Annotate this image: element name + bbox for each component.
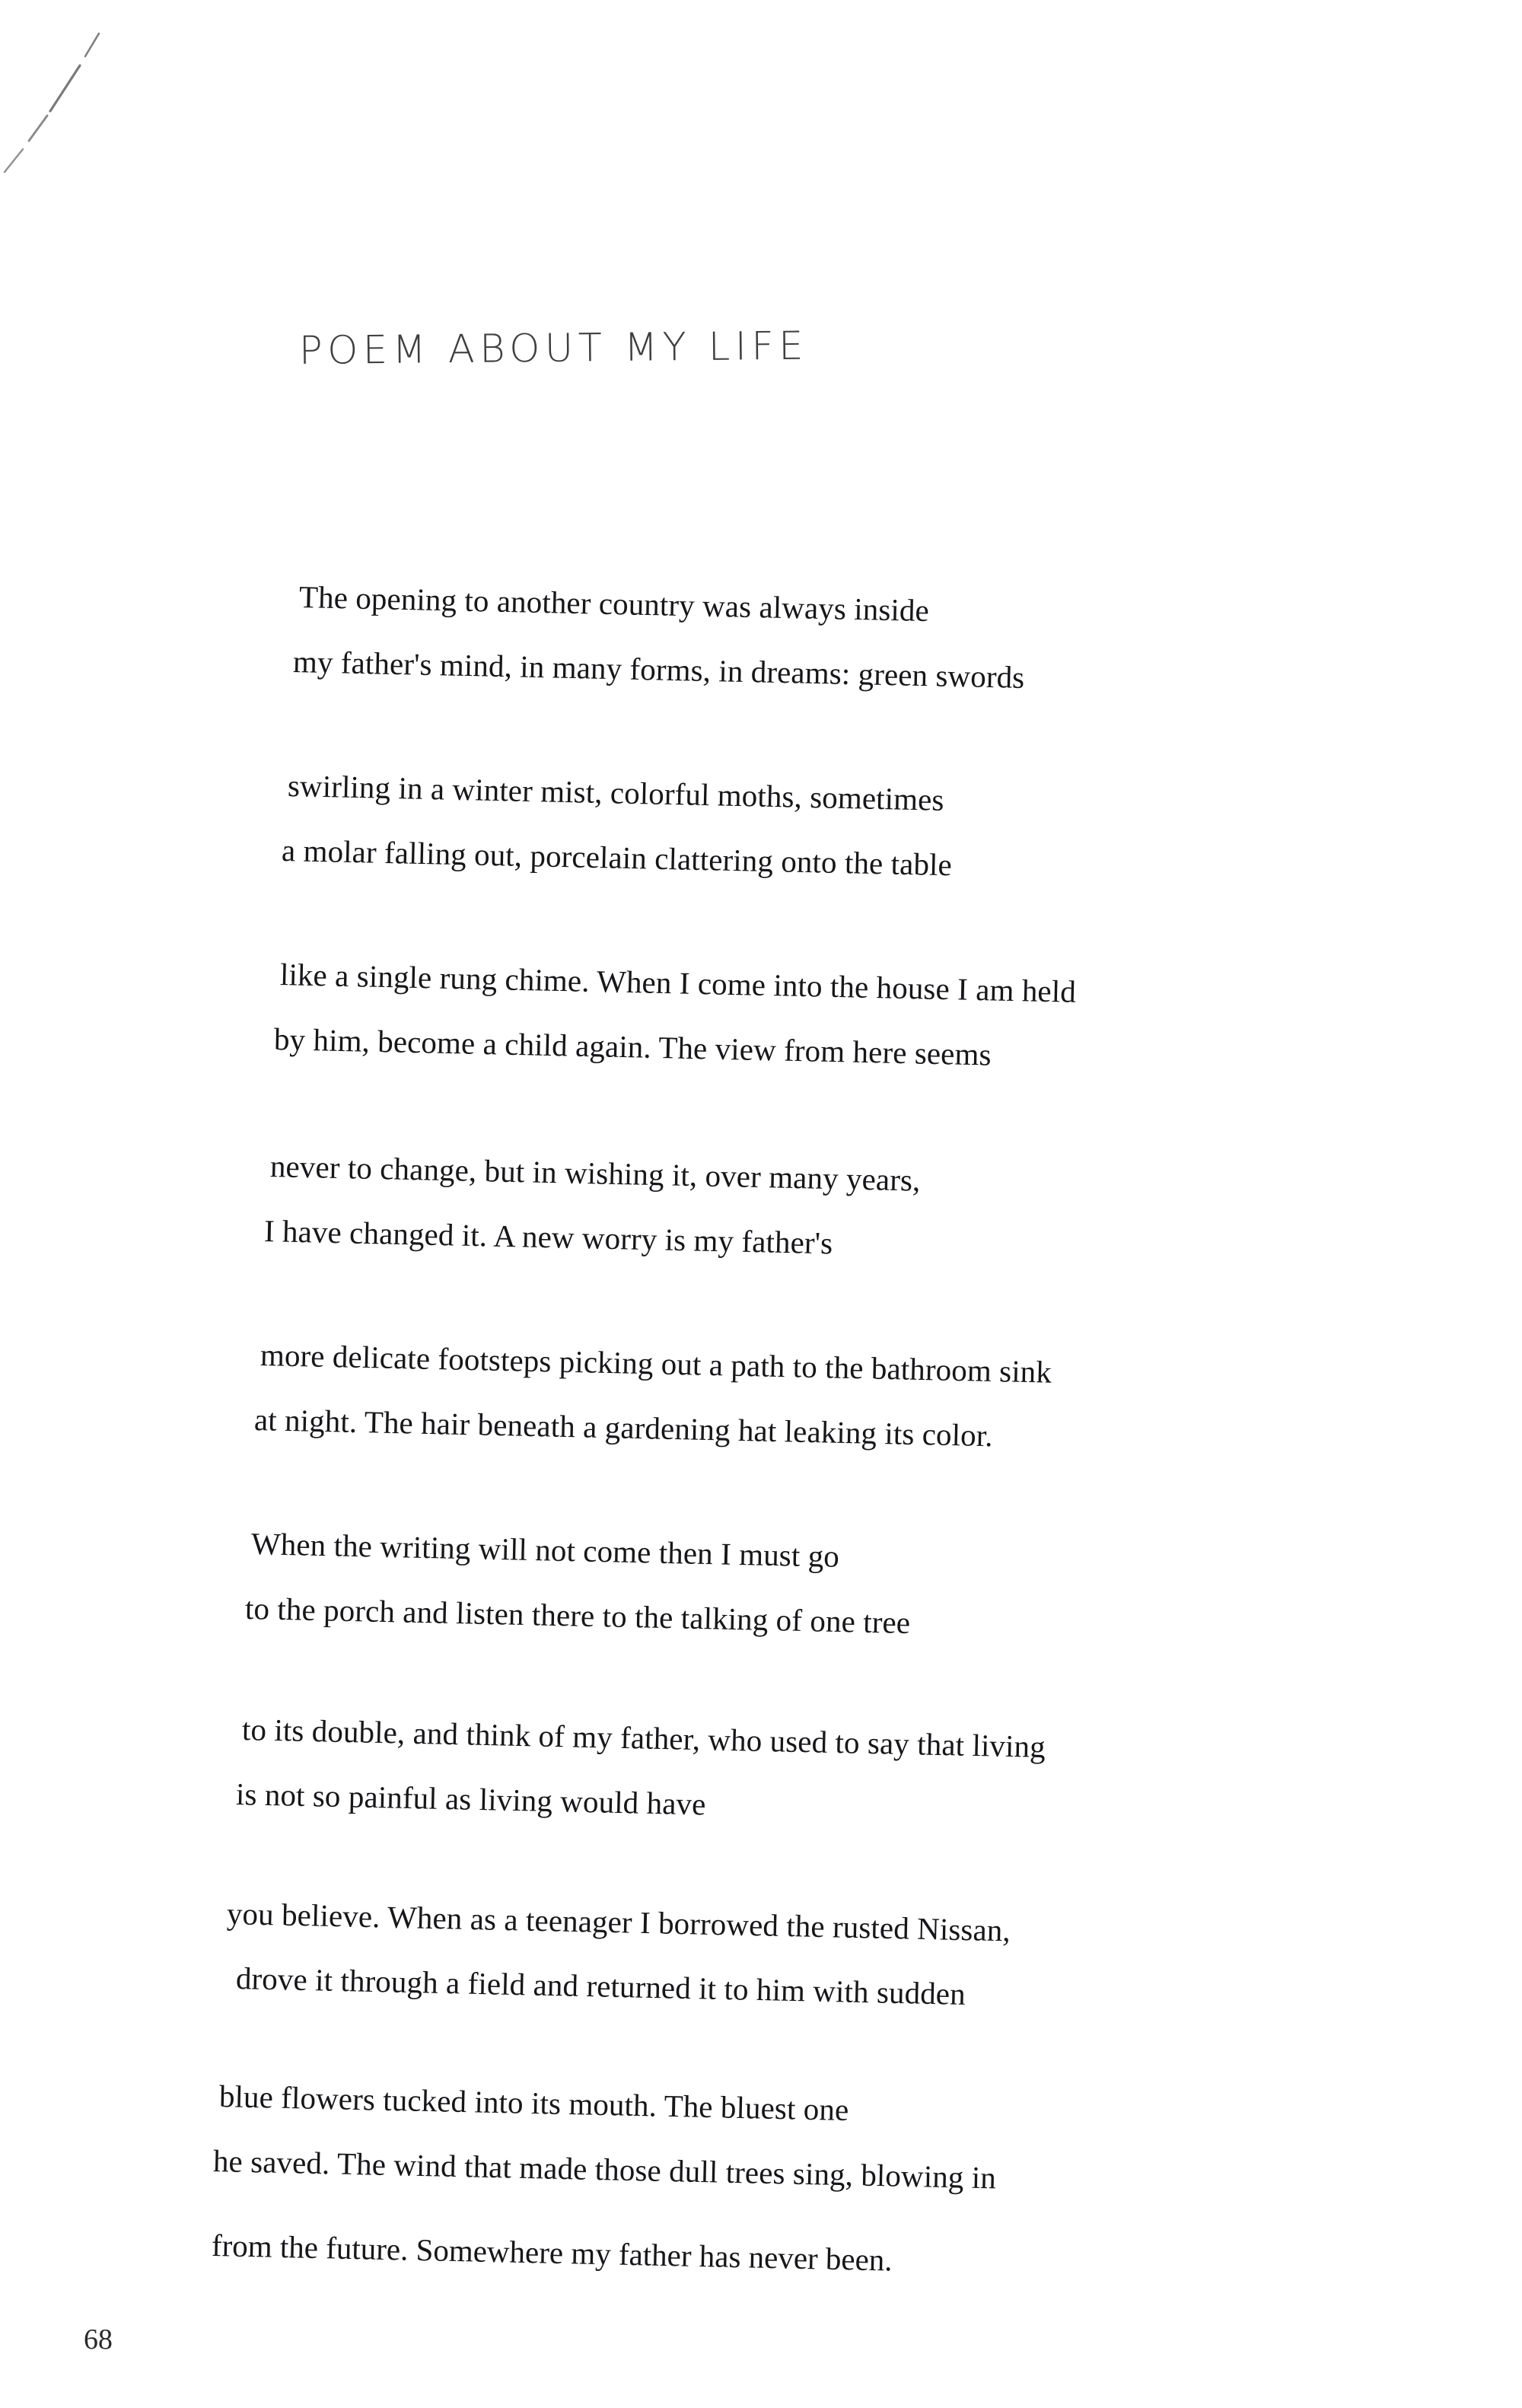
poem-line: at night. The hair beneath a gardening hat leaking its color. [253, 1402, 994, 1454]
page-number: 68 [83, 2324, 113, 2356]
poem-line: never to change, but in wishing it, over many years, [269, 1148, 921, 1198]
poem-line: he saved. The wind that made those dull trees sing, blowing in [212, 2143, 997, 2196]
poem-line: is not so painful as living would have [235, 1776, 706, 1822]
stanza [253, 1323, 1052, 1454]
stanza [244, 1511, 911, 1641]
poem-line: you believe. When as a teenager I borrowed the rusted Nissan, [226, 1896, 1011, 1948]
poem-line: The opening to another country was always inside [298, 579, 930, 629]
stanza [273, 942, 1077, 1072]
stanza [212, 2064, 997, 2196]
poem-line: drove it through a field and returned it to him with sudden [235, 1960, 966, 2011]
stanza [292, 565, 1025, 695]
poem-line: to its double, and think of my father, who used to say that living [241, 1712, 1046, 1765]
poem-line: by him, become a child again. The view from here seems [273, 1021, 992, 1072]
poem-closing-line: from the future. Somewhere my father has never been. [211, 2228, 893, 2278]
poem-line: a molar falling out, porcelain clattering onto the table [281, 833, 953, 883]
stanza [227, 1881, 1011, 2011]
poem-title: POEM ABOUT MY LIFE [298, 323, 809, 374]
poem-line: like a single rung chime. When I come into the house I am held [279, 957, 1077, 1009]
poem-line: swirling in a winter mist, colorful moths, sometimes [287, 768, 945, 817]
poem-line: blue flowers tucked into its mouth. The bluest one [218, 2078, 849, 2128]
poem-line: When the writing will not come then I must go [250, 1526, 840, 1574]
stanza [281, 753, 953, 883]
poem-line: I have changed it. A new worry is my father's [263, 1213, 833, 1261]
poem-line: to the porch and listen there to the talking of one tree [244, 1591, 911, 1641]
poem-line: more delicate footsteps picking out a path to the bathroom sink [260, 1337, 1052, 1390]
stanza [235, 1697, 1046, 1827]
stanza [263, 1134, 921, 1263]
poem-line: my father's mind, in many forms, in dreams: green swords [292, 644, 1025, 695]
